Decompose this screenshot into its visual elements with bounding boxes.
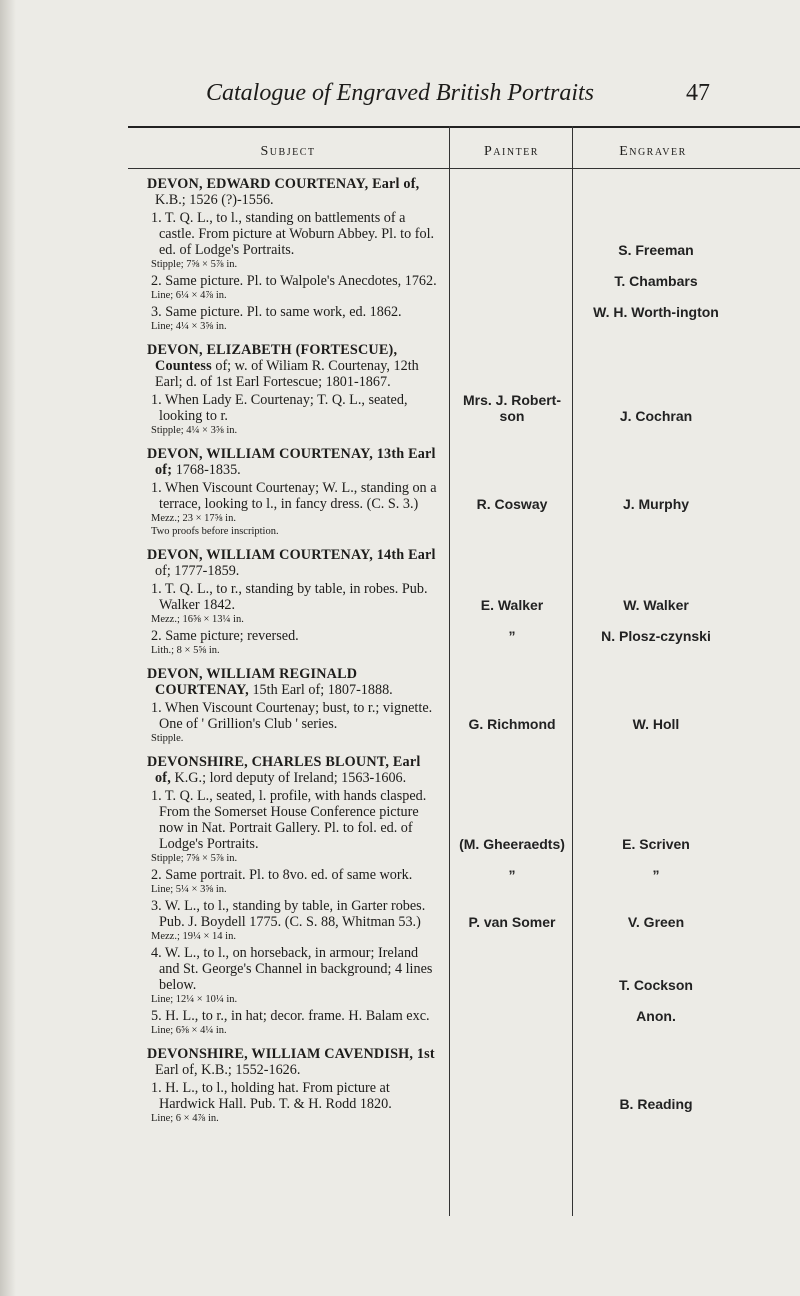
sitter-name: DEVONSHIRE, CHARLES BLOUNT, Earl of,	[147, 754, 421, 786]
item-medium: Stipple; 7⅝ × 5⅞ in.	[151, 853, 238, 864]
sitter-name: DEVONSHIRE, WILLIAM CAVENDISH, 1st	[147, 1046, 435, 1062]
sitter-details: K.G.; lord deputy of Ireland; 1563-1606.	[174, 770, 407, 786]
painter-ditto-mark: ”	[508, 628, 516, 644]
column-header-subject: Subject	[260, 144, 316, 159]
sitter-name: DEVON, WILLIAM COURTENAY, 14th Earl	[147, 547, 436, 563]
item-medium: Line; 6⅝ × 4¼ in.	[151, 1025, 227, 1036]
item-medium: Stipple.	[151, 733, 184, 744]
portrait-item	[147, 867, 439, 896]
item-description: 2. Same picture. Pl. to Walpole's Anecdotes, 1762.	[151, 273, 437, 289]
item-medium: Mezz.; 23 × 17⅝ in.	[151, 513, 236, 524]
sitter-name: DEVON, EDWARD COURTENAY, Earl of,	[147, 176, 420, 192]
entry-heading	[147, 342, 439, 390]
item-medium: Mezz.; 16⅝ × 13¼ in.	[151, 614, 244, 625]
portrait-item	[147, 788, 439, 865]
item-description: 4. W. L., to l., on horseback, in armour; Ireland and St. George's Channel in background; 4 lines below.	[151, 945, 433, 993]
portrait-item	[147, 628, 439, 657]
catalogue-entry	[147, 342, 439, 437]
painter-name: E. Walker	[480, 597, 544, 613]
item-note: Two proofs before inscription.	[151, 526, 279, 537]
catalogue-entry	[147, 754, 439, 1037]
entry-heading	[147, 446, 439, 478]
portrait-item	[147, 480, 439, 538]
sitter-name: DEVON, WILLIAM COURTENAY, 13th Earl of;	[147, 446, 436, 478]
item-description: 2. Same picture; reversed.	[151, 628, 299, 644]
item-description: 5. H. L., to r., in hat; decor. frame. H. Balam exc.	[151, 1008, 430, 1024]
painter-name: Mrs. J. Robert-son	[462, 392, 561, 424]
item-medium: Line; 6¼ × 4⅞ in.	[151, 290, 227, 301]
catalogue-entry	[147, 547, 439, 657]
entry-heading	[147, 547, 439, 579]
item-medium: Stipple; 4¼ × 3⅝ in.	[151, 425, 238, 436]
item-medium: Line; 12¼ × 10¼ in.	[151, 994, 238, 1005]
item-medium: Mezz.; 19¼ × 14 in.	[151, 931, 236, 942]
sitter-name: DEVON, WILLIAM REGINALD COURTENAY,	[147, 666, 358, 698]
item-description: 2. Same portrait. Pl. to 8vo. ed. of same work.	[151, 867, 413, 883]
item-medium: Line; 6 × 4⅞ in.	[151, 1113, 219, 1124]
painter-name: (M. Gheeraedts)	[459, 836, 565, 852]
engraver-name: W. Walker	[623, 597, 689, 613]
engraver-name: T. Cockson	[619, 977, 693, 993]
sitter-details: of; 1777-1859.	[155, 563, 240, 579]
engraver-name: W. H. Worth-ington	[593, 304, 719, 320]
item-medium: Lith.; 8 × 5⅝ in.	[151, 645, 220, 656]
subject-column	[147, 176, 439, 1134]
catalogue-entry	[147, 1046, 439, 1125]
item-description: 1. T. Q. L., to l., standing on battlements of a castle. From picture at Woburn Abbey. Pl. to fol. ed. of Lodge's Portraits.	[151, 210, 435, 258]
column-divider	[572, 126, 573, 1216]
entry-heading	[147, 666, 439, 698]
column-divider	[449, 126, 450, 1216]
engraver-name: T. Chambars	[614, 273, 698, 289]
engraver-name: J. Cochran	[619, 408, 693, 424]
entry-heading	[147, 754, 439, 786]
table-top-rule	[128, 126, 800, 128]
portrait-item	[147, 1080, 439, 1125]
engraver-ditto-mark: ”	[652, 867, 660, 883]
engraver-name: S. Freeman	[618, 242, 694, 258]
item-medium: Stipple; 7⅝ × 5⅞ in.	[151, 259, 238, 270]
engraver-name: W. Holl	[632, 716, 680, 732]
painter-name: R. Cosway	[476, 496, 548, 512]
binding-shadow	[0, 0, 16, 1296]
portrait-item	[147, 210, 439, 271]
column-header-engraver: Engraver	[619, 144, 687, 159]
running-head	[0, 80, 800, 110]
sitter-details: 1768-1835.	[175, 462, 241, 478]
catalogue-entry	[147, 666, 439, 745]
engraver-name: B. Reading	[619, 1096, 693, 1112]
sitter-name: DEVON, ELIZABETH (FORTESCUE), Countess	[147, 342, 398, 374]
item-description: 1. When Viscount Courtenay; W. L., standing on a terrace, looking to l., in fancy dress. (C. S. 3.)	[151, 480, 437, 512]
portrait-item	[147, 304, 439, 333]
engraver-name: E. Scriven	[622, 836, 690, 852]
item-description: 1. When Viscount Courtenay; bust, to r.; vignette. One of ' Grillion's Club ' series.	[151, 700, 433, 732]
portrait-item	[147, 898, 439, 943]
engraver-name: V. Green	[627, 914, 685, 930]
item-description: 1. H. L., to l., holding hat. From picture at Hardwick Hall. Pub. T. & H. Rodd 1820.	[151, 1080, 392, 1112]
item-description: 1. T. Q. L., to r., standing by table, in robes. Pub. Walker 1842.	[151, 581, 428, 613]
portrait-item	[147, 700, 439, 745]
painter-ditto-mark: ”	[508, 867, 516, 883]
portrait-item	[147, 392, 439, 437]
portrait-item	[147, 273, 439, 302]
item-medium: Line; 4¼ × 3⅝ in.	[151, 321, 227, 332]
catalogue-entry	[147, 446, 439, 538]
engraver-name: Anon.	[636, 1008, 676, 1024]
entry-heading	[147, 176, 439, 208]
sitter-details: Earl of, K.B.; 1552-1626.	[155, 1062, 301, 1078]
item-description: 3. Same picture. Pl. to same work, ed. 1862.	[151, 304, 402, 320]
item-description: 1. When Lady E. Courtenay; T. Q. L., seated, looking to r.	[151, 392, 408, 424]
portrait-item	[147, 1008, 439, 1037]
sitter-details: K.B.; 1526 (?)-1556.	[155, 192, 274, 208]
sitter-details: 15th Earl of; 1807-1888.	[252, 682, 393, 698]
catalogue-entry	[147, 176, 439, 333]
engraver-name: N. Plosz-czynski	[601, 628, 711, 644]
sitter-details: of; w. of Wiliam R. Courtenay, 12th Earl; d. of 1st Earl Fortescue; 1801-1867.	[155, 358, 419, 390]
item-medium: Line; 5¼ × 3⅝ in.	[151, 884, 227, 895]
item-description: 1. T. Q. L., seated, l. profile, with hands clasped. From the Somerset House Conference picture now in Nat. Portrait Gallery. Pl. to fol. ed. of Lodge's Portraits.	[151, 788, 427, 852]
column-header-painter: Painter	[484, 144, 539, 159]
portrait-item	[147, 945, 439, 1006]
header-rule	[128, 168, 800, 169]
running-head-title: Catalogue of Engraved British Portraits	[206, 80, 594, 106]
entry-heading	[147, 1046, 439, 1078]
engraver-name: J. Murphy	[622, 496, 690, 512]
item-description: 3. W. L., to l., standing by table, in Garter robes. Pub. J. Boydell 1775. (C. S. 88, Whitman 53.)	[151, 898, 426, 930]
painter-name: G. Richmond	[468, 716, 556, 732]
portrait-item	[147, 581, 439, 626]
painter-name: P. van Somer	[468, 914, 556, 930]
page-number: 47	[686, 80, 710, 106]
